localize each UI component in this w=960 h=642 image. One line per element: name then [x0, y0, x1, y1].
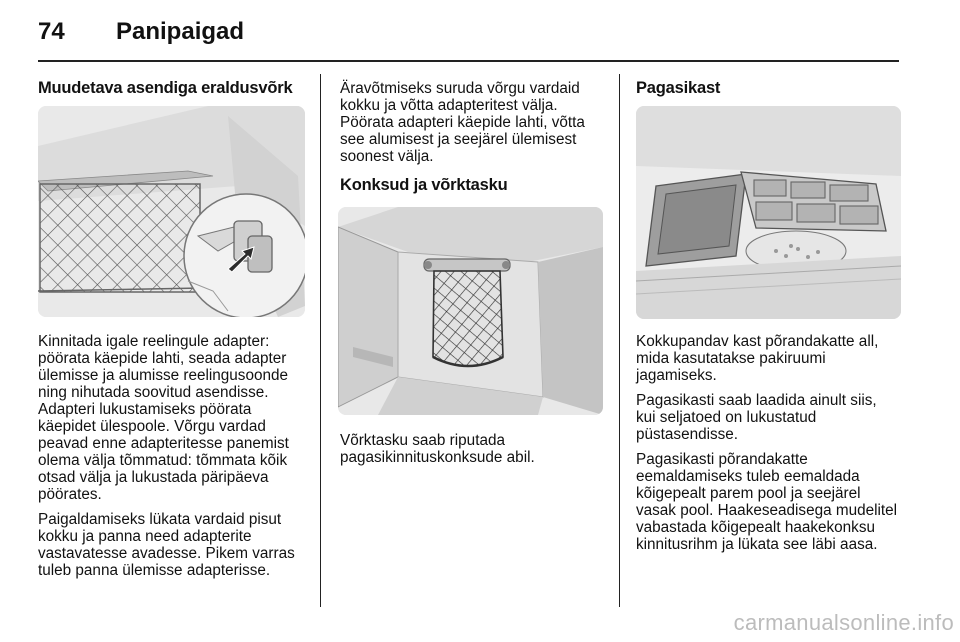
column-3-body: [636, 333, 900, 561]
separation-net-illustration: [38, 106, 305, 317]
net-pocket-drawing: [338, 207, 603, 415]
paragraph: Kinnitada igale reelingule adapter: pöörata käepide lahti, seada adapter ülemisse ja alumisse reelingusoonde ning nihutada soovitud asendisse. Adapteri lukustamiseks pöörata käepidet ülespoole. Võrgu vardad peavad enne adapteritesse panemist olema välja tõmmatud: tõmmata kõik otsad välja ja lukustada päripäeva pöörates.: [38, 333, 289, 503]
paragraph: Paigaldamiseks lükata vardaid pisut kokku ja panna need adapterite vastavatesse avadesse. Pikem varras tuleb panna ülemisse adapterisse.: [38, 511, 295, 579]
separation-net-drawing: [38, 106, 305, 317]
net-pocket-illustration: [338, 207, 603, 415]
column-2-body: [340, 432, 612, 474]
paragraph: Pagasikasti saab laadida ainult siis, kui seljatoed on lukustatud püstasendisse.: [636, 392, 877, 443]
column-2: [340, 80, 612, 194]
paragraph: Kokkupandav kast põrandakatte all, mida kasutatakse pakiruumi jagamiseks.: [636, 333, 879, 384]
page-number: 74: [38, 18, 65, 45]
section-heading-separation-net: Muudetava asendiga eraldusvõrk: [38, 79, 293, 97]
section-heading-luggage-box: Pagasikast: [636, 79, 721, 97]
column-1-body: [38, 333, 310, 587]
page-title: Panipaigad: [116, 18, 245, 45]
column-divider-1: [320, 74, 321, 607]
column-divider-2: [619, 74, 620, 607]
paragraph: Pagasikasti põrandakatte eemaldamiseks tuleb eemaldada kõigepealt parem pool ja seejärel vasak pool. Haakeseadisega mudelitel vabastada kõigepealt haakekonksu kinnitusrihm ja lükata see läbi aasa.: [636, 451, 898, 553]
column-1: [38, 80, 308, 97]
paragraph: Äravõtmiseks suruda võrgu vardaid kokku ja võtta adapteritest välja. Pöörata adapteri käepide lahti, võtta see alumisest ja seejärel ülemisest soonest välja.: [340, 80, 585, 165]
luggage-box-drawing: [636, 106, 901, 319]
header-rule: [38, 60, 899, 62]
luggage-box-illustration: [636, 106, 901, 319]
section-heading-hooks-net-pocket: Konksud ja võrktasku: [340, 176, 508, 194]
column-3: [636, 80, 900, 97]
paragraph: Võrktasku saab riputada pagasikinnituskonksude abil.: [340, 432, 535, 466]
watermark: carmanualsonline.info: [733, 610, 954, 635]
